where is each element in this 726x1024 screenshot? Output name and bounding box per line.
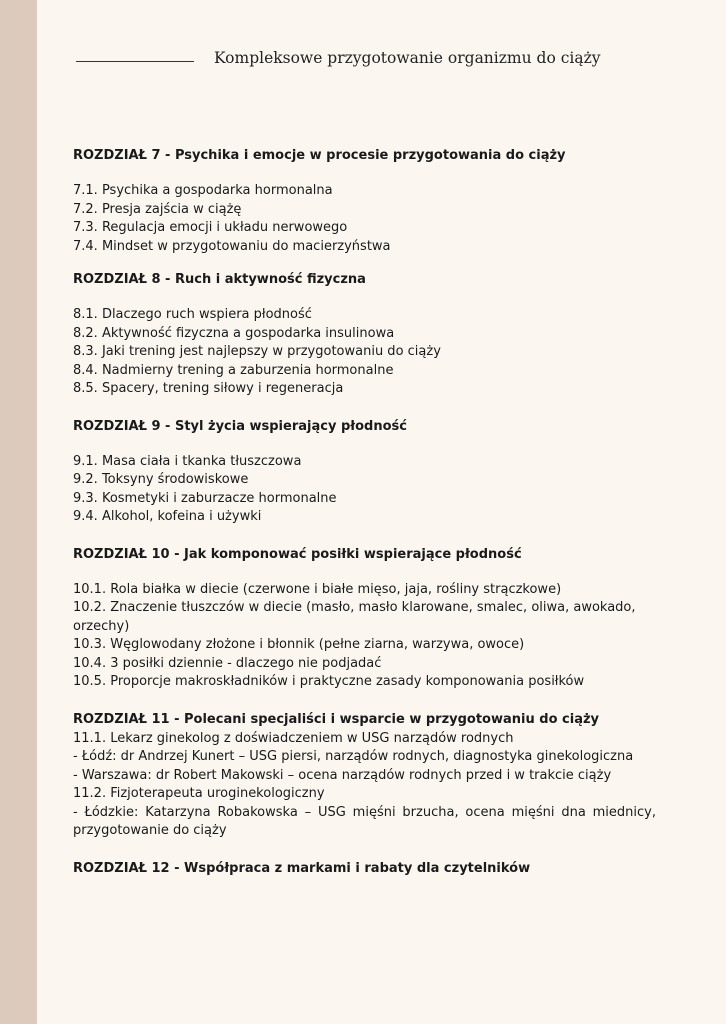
list-item: 9.4. Alkohol, kofeina i używki (73, 509, 262, 524)
chapter-items (73, 306, 656, 399)
list-item: 8.5. Spacery, trening siłowy i regeneracja (73, 381, 344, 396)
chapter-title: ROZDZIAŁ 10 - Jak komponować posiłki wspierające płodność (73, 546, 522, 562)
page-header-title: Kompleksowe przygotowanie organizmu do ciąży (214, 49, 601, 67)
chapter-items (73, 182, 656, 256)
list-item: 8.4. Nadmierny trening a zaburzenia hormonalne (73, 362, 394, 378)
table-of-contents (73, 146, 656, 879)
chapter-title: ROZDZIAŁ 7 - Psychika i emocje w procesie przygotowania do ciąży (73, 148, 566, 163)
chapter-12 (73, 859, 656, 879)
chapter-7 (73, 146, 656, 256)
list-item: 10.4. 3 posiłki dziennie - dlaczego nie podjadać (73, 655, 382, 671)
header-rule (76, 61, 194, 62)
list-item: 7.1. Psychika a gospodarka hormonalna (73, 183, 333, 198)
list-item: 10.1. Rola białka w diecie (czerwone i białe mięso, jaja, rośliny strączkowe) (73, 581, 562, 597)
chapter-title: ROZDZIAŁ 8 - Ruch i aktywność fizyczna (73, 272, 366, 287)
list-item: 7.3. Regulacja emocji i układu nerwowego (73, 220, 348, 235)
list-item: 10.5. Proporcje makroskładników i praktyczne zasady komponowania posiłków (73, 674, 585, 689)
chapter-9 (73, 417, 656, 527)
list-item: 10.3. Węglowodany złożone i błonnik (pełne ziarna, warzywa, owoce) (73, 637, 525, 652)
list-item: 7.4. Mindset w przygotowaniu do macierzyństwa (73, 238, 391, 254)
chapter-11 (73, 710, 656, 841)
list-item: - Łódzkie: Katarzyna Robakowska – USG mięśni brzucha, ocena mięśni dna miednicy, przygotowanie do ciąży (73, 804, 656, 838)
list-item: 9.2. Toksyny środowiskowe (73, 472, 249, 487)
chapter-title: ROZDZIAŁ 9 - Styl życia wspierający płodność (73, 418, 407, 434)
chapter-items (73, 453, 656, 527)
chapter-title: ROZDZIAŁ 11 - Polecani specjaliści i wsparcie w przygotowaniu do ciąży (73, 711, 600, 727)
list-item: 8.3. Jaki trening jest najlepszy w przygotowaniu do ciąży (73, 344, 441, 359)
list-item: 8.1. Dlaczego ruch wspiera płodność (73, 307, 312, 322)
list-item: 8.2. Aktywność fizyczna a gospodarka insulinowa (73, 325, 395, 341)
chapter-items (73, 581, 656, 692)
side-accent-bar (0, 0, 37, 1024)
list-item: 9.1. Masa ciała i tkanka tłuszczowa (73, 453, 302, 469)
list-item: 10.2. Znaczenie tłuszczów w diecie (masło, masło klarowane, smalec, oliwa, awokado, orzechy) (73, 600, 636, 634)
list-item: 11.1. Lekarz ginekolog z doświadczeniem w USG narządów rodnych (73, 730, 514, 746)
list-item: 11.2. Fizjoterapeuta uroginekologiczny (73, 786, 325, 801)
chapter-items (73, 730, 656, 841)
list-item: - Warszawa: dr Robert Makowski – ocena narządów rodnych przed i w trakcie ciąży (73, 767, 612, 783)
list-item: - Łódź: dr Andrzej Kunert – USG piersi, narządów rodnych, diagnostyka ginekologiczna (73, 749, 634, 764)
chapter-8 (73, 270, 656, 399)
list-item: 9.3. Kosmetyki i zaburzacze hormonalne (73, 490, 337, 506)
chapter-10 (73, 545, 656, 692)
list-item: 7.2. Presja zajścia w ciążę (73, 201, 242, 217)
chapter-title: ROZDZIAŁ 12 - Współpraca z markami i rabaty dla czytelników (73, 860, 531, 876)
